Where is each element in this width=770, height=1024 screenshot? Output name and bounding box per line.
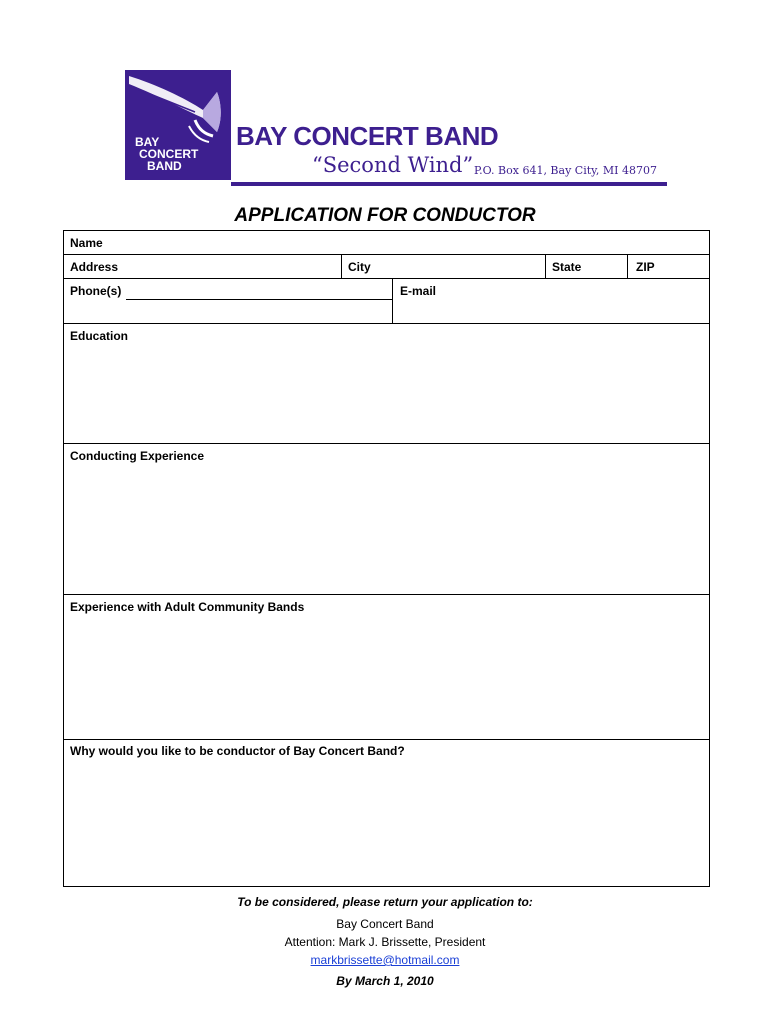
tagline: “Second Wind” (312, 153, 474, 177)
col-divider (392, 278, 393, 323)
why-conductor-section-label: Why would you like to be conductor of Bay Concert Band? (70, 744, 405, 758)
return-email-line (0, 953, 770, 967)
state-field-label: State (552, 260, 582, 274)
application-form (63, 230, 710, 887)
return-attention: Attention: Mark J. Brissette, President (284, 935, 486, 949)
zip-field-label: ZIP (636, 260, 655, 274)
phone-field-label: Phone(s) (70, 284, 122, 298)
band-name: BAY CONCERT BAND (236, 121, 499, 151)
address-field-label: Address (70, 260, 119, 274)
logo-wordmark (135, 136, 225, 172)
logo-line-3: BAND (147, 159, 182, 173)
band-logo (125, 70, 231, 180)
row-divider (64, 323, 709, 324)
col-divider (341, 254, 342, 278)
deadline: By March 1, 2010 (336, 974, 434, 988)
col-divider (545, 254, 546, 278)
col-divider (627, 254, 628, 278)
education-section-label: Education (70, 329, 129, 343)
row-divider (64, 443, 709, 444)
logo-line-2: CONCERT (139, 147, 199, 161)
row-divider (64, 278, 709, 279)
name-field-label: Name (70, 236, 103, 250)
city-field-label: City (348, 260, 371, 274)
return-org: Bay Concert Band (336, 917, 434, 931)
community-bands-section-label: Experience with Adult Community Bands (70, 600, 305, 614)
return-instruction: To be considered, please return your application to: (237, 895, 533, 909)
header-rule (231, 182, 667, 186)
row-divider (64, 254, 709, 255)
form-title: APPLICATION FOR CONDUCTOR (234, 205, 536, 226)
email-link[interactable]: markbrissette@hotmail.com (310, 953, 460, 967)
logo-line-1: BAY (135, 135, 160, 149)
mailing-address: P.O. Box 641, Bay City, MI 48707 (474, 164, 657, 177)
conducting-section-label: Conducting Experience (70, 449, 205, 463)
row-divider (64, 594, 709, 595)
row-divider (64, 739, 709, 740)
phone-input-line[interactable] (126, 299, 392, 300)
email-field-label: E-mail (400, 284, 437, 298)
